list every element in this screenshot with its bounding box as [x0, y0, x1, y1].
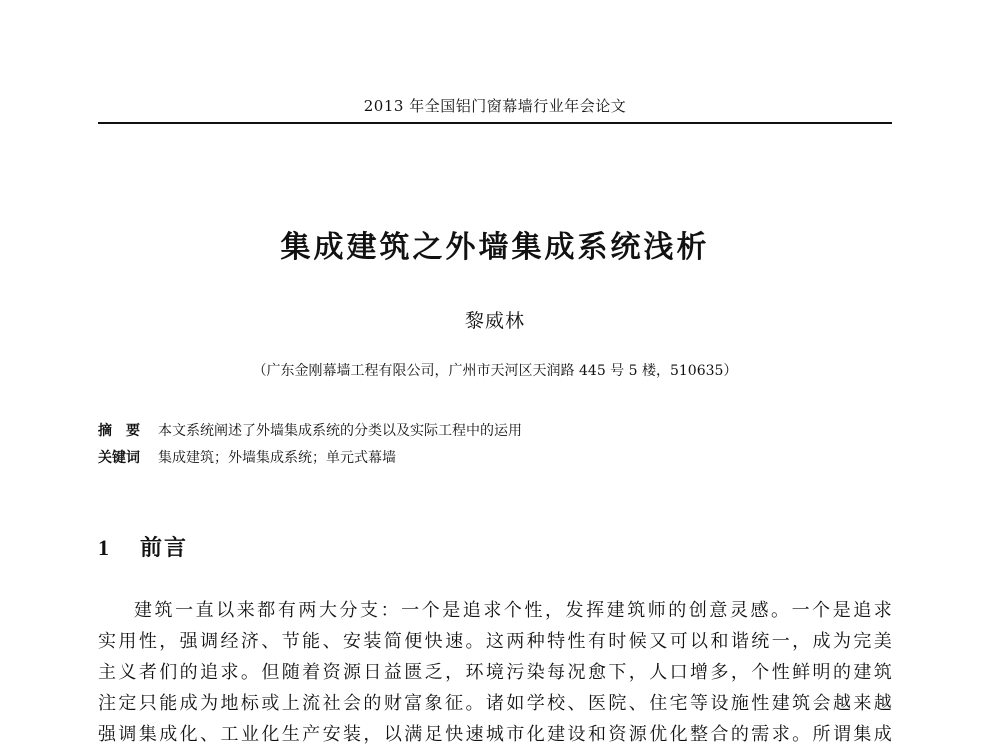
header-rule: [98, 122, 892, 124]
paper-title: 集成建筑之外墙集成系统浅析: [280, 230, 710, 265]
body-line: 注定只能成为地标或上流社会的财富象征。诸如学校、医院、住宅等设施性建筑会越来越: [98, 693, 892, 714]
body-line: 实用性，强调经济、节能、安装简便快速。这两种特性有时候又可以和谐统一，成为完美: [98, 631, 892, 652]
abstract-row: [98, 420, 892, 440]
body-line: 主义者们的追求。但随着资源日益匮乏，环境污染每况愈下，人口增多，个性鲜明的建筑: [98, 662, 892, 683]
body-line: 强调集成化、工业化生产安装，以满足快速城市化建设和资源优化整合的需求。所谓集成: [98, 724, 892, 745]
abstract-label: 摘 要: [98, 423, 140, 439]
abstract-text: 本文系统阐述了外墙集成系统的分类以及实际工程中的运用: [158, 423, 522, 439]
author-affiliation: （广东金刚幕墙工程有限公司，广州市天河区天润路 445 号 5 楼，510635）: [252, 363, 738, 379]
keywords-row: [98, 447, 892, 467]
keywords-text: 集成建筑；外墙集成系统；单元式幕墙: [158, 450, 396, 466]
body-line: 建筑一直以来都有两大分支：一个是追求个性，发挥建筑师的创意灵感。一个是追求: [134, 600, 892, 621]
section-number: 1: [98, 535, 109, 560]
keywords-label: 关键词: [98, 450, 140, 466]
section-heading-1: [98, 531, 188, 562]
paper-author: 黎威林: [464, 310, 525, 332]
section-title: 前言: [140, 536, 189, 561]
running-header: 2013 年全国铝门窗幕墙行业年会论文: [363, 97, 627, 115]
